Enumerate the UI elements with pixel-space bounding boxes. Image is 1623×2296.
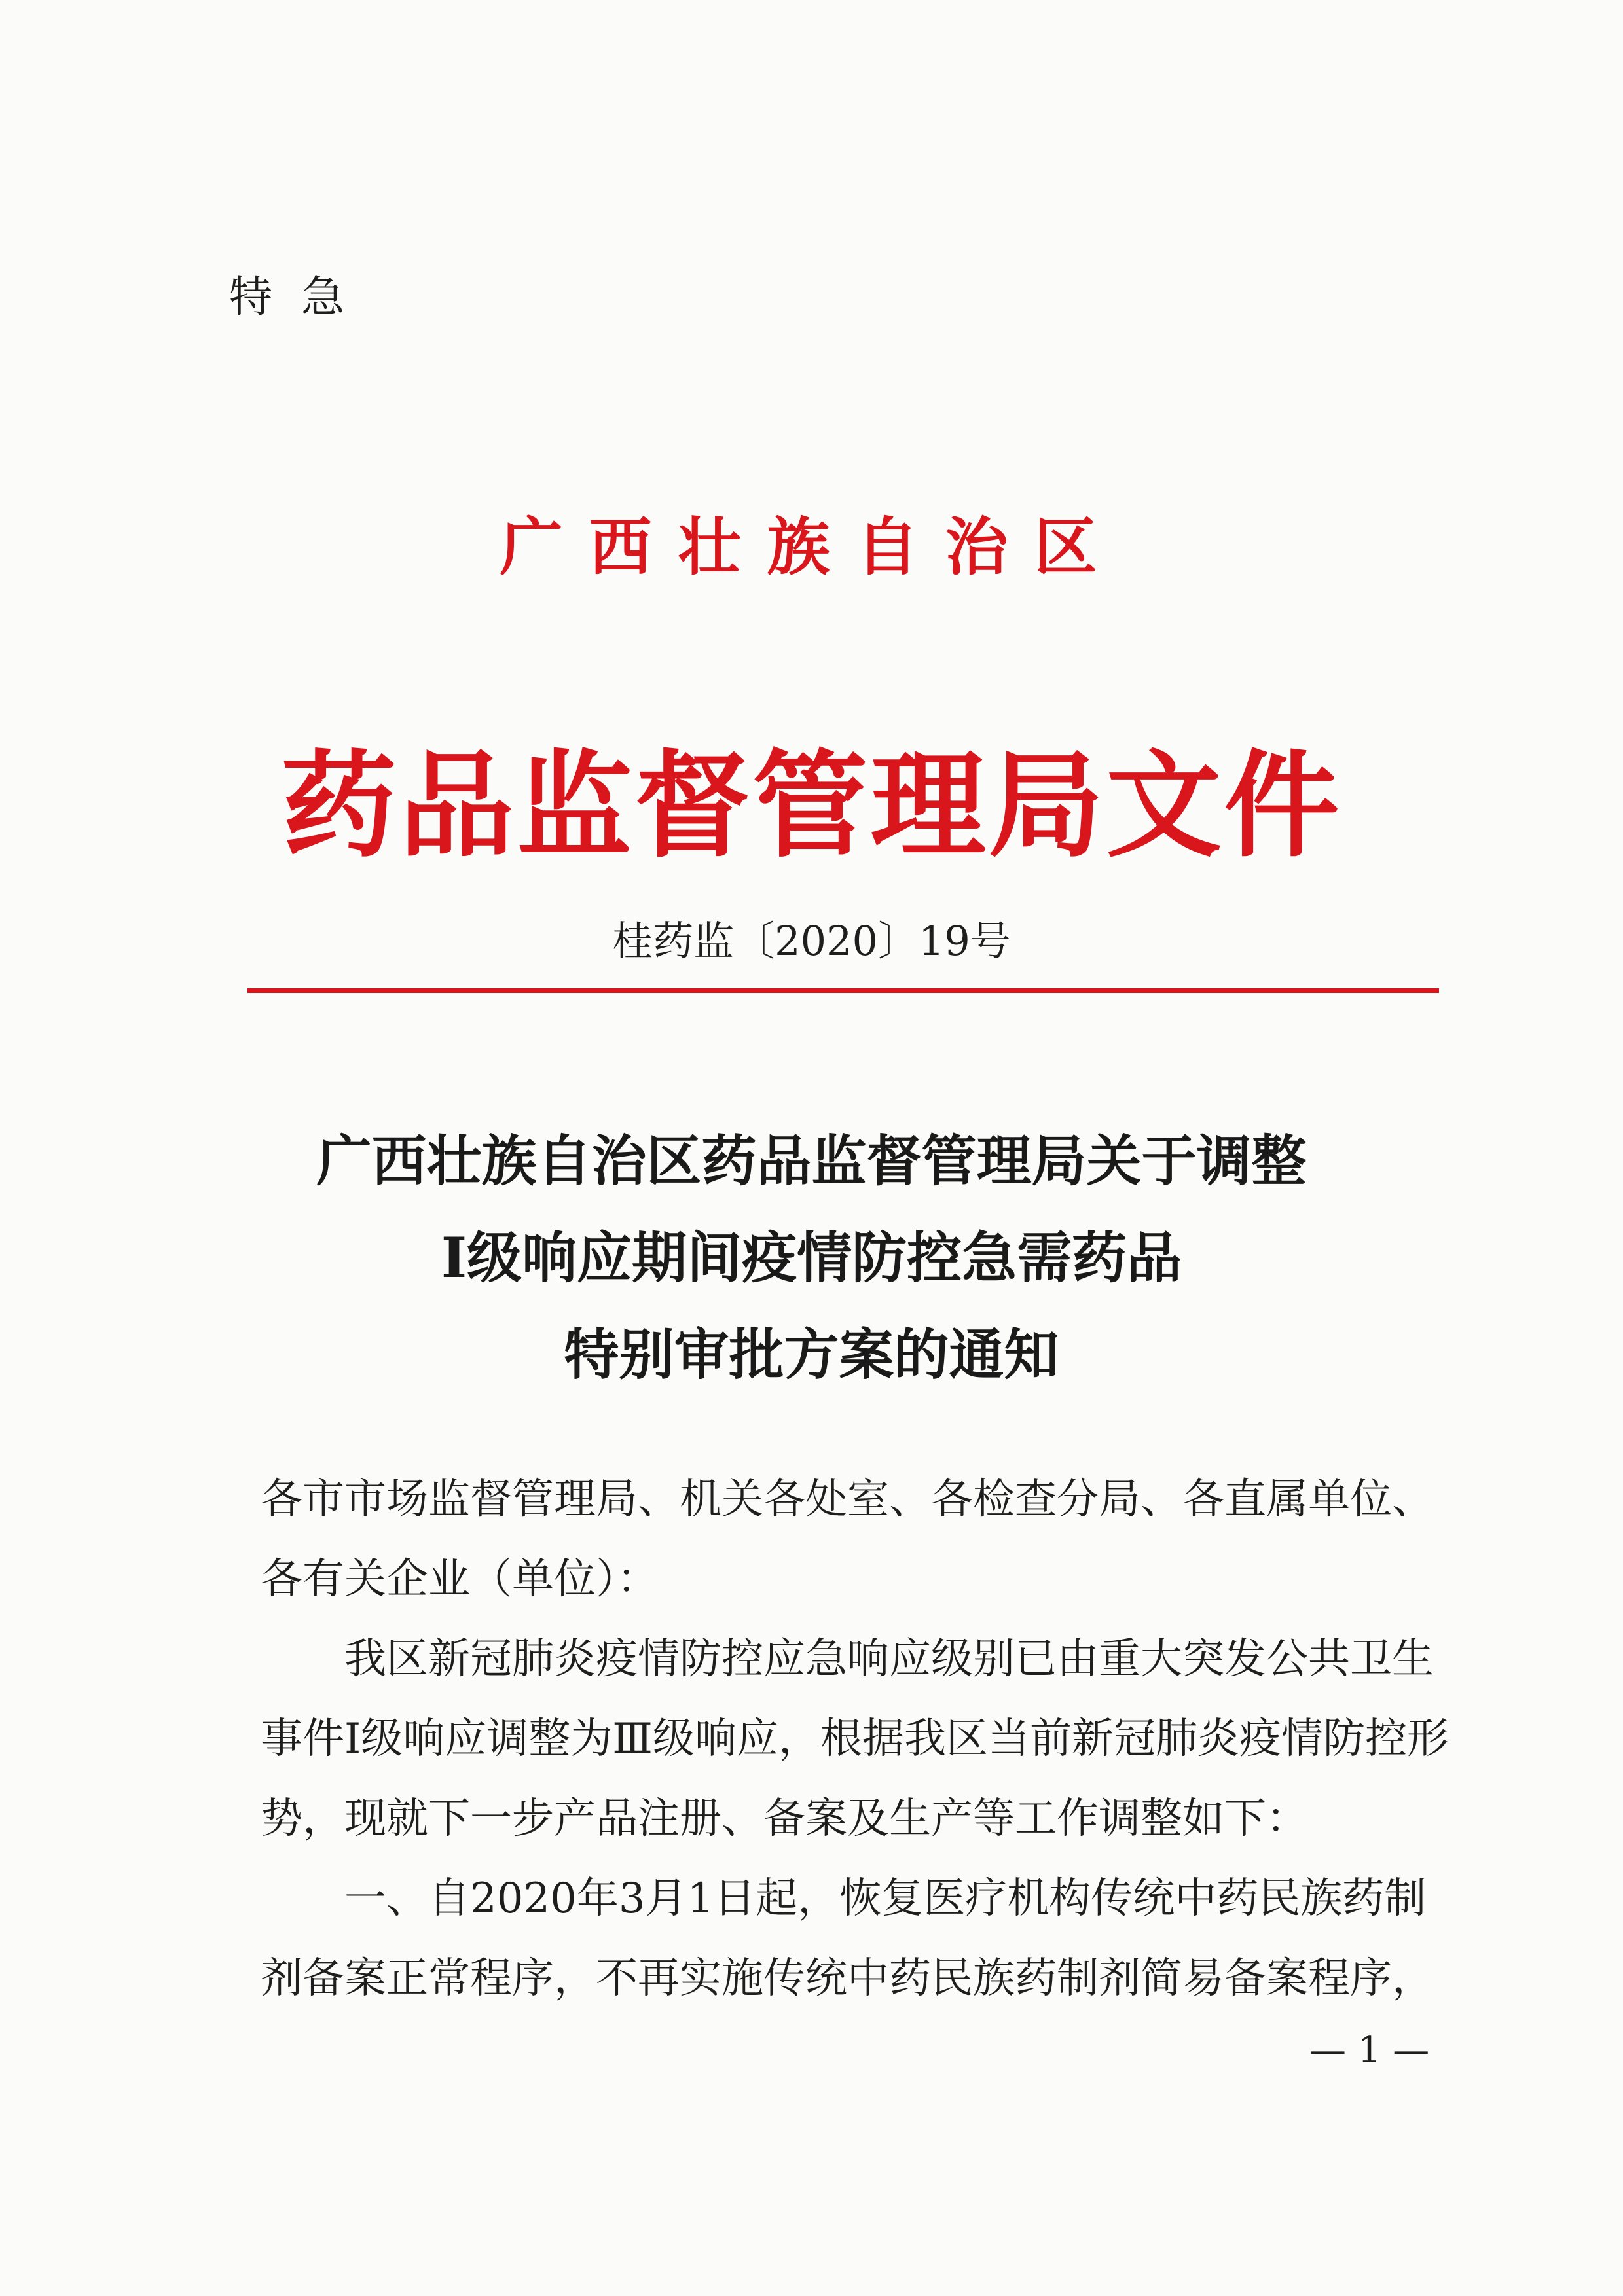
issuer-document-heading: 药品监督管理局文件 [281,738,1342,873]
title-line-3: 特别审批方案的通知 [564,1322,1059,1387]
title-line-1: 广西壮族自治区药品监督管理局关于调整 [316,1128,1307,1193]
red-separator-line [247,988,1439,993]
paragraph-intro: 我区新冠肺炎疫情防控应急响应级别已由重大突发公共卫生事件Ⅰ级响应调整为Ⅲ级响应，根据我区当前新冠肺炎疫情防控形势，现就下一步产品注册、备案及生产等工作调整如下： [261,1635,1449,1843]
issuer-name: 广西壮族自治区 [500,510,1123,584]
page-number: — 1 — [1309,2029,1430,2072]
addressee: 各市市场监督管理局、机关各处室、各检查分局、各直属单位、各有关企业（单位）： [261,1475,1434,1604]
urgency-label: 特急 [229,272,373,322]
document-number: 桂药监〔2020〕19号 [612,917,1011,965]
paragraph-item-1: 一、自2020年3月1日起，恢复医疗机构传统中药民族药制剂备案正常程序，不再实施传统中药民族药制剂简易备案程序， [261,1874,1434,2003]
document-body [261,1460,1450,2018]
title-line-2: Ⅰ级响应期间疫情防控急需药品 [441,1225,1182,1290]
document-title [0,1113,1623,1403]
